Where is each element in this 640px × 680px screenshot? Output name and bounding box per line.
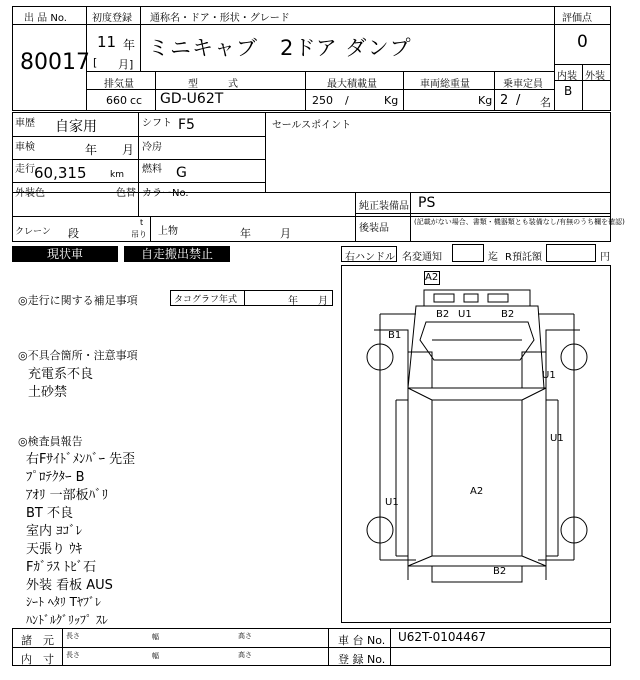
gross-unit: Kg (478, 94, 493, 107)
equipment-value: PS (418, 195, 436, 211)
fuel-value: G (176, 165, 187, 181)
crane-label: クレーン (15, 227, 51, 237)
shift-value: F5 (178, 117, 195, 133)
diagram-label: U1 (550, 433, 564, 444)
payload-label: 最大積載量 (327, 79, 377, 90)
inspector-item: ｱｵﾘ 一部板ﾊﾞﾘ (26, 488, 109, 503)
inspector-item: 室内 ﾖｺﾞﾚ (26, 524, 83, 539)
displacement-label: 排気量 (104, 79, 134, 90)
first-reg-month-open: [ (93, 56, 98, 69)
diagram-label: B2 (436, 309, 450, 320)
lot-number: 80017 (20, 50, 90, 75)
ext-color-label: 外装色 (15, 188, 45, 199)
capacity-unit: 名 (540, 96, 551, 109)
color-no-label: カラーNo. (142, 188, 189, 199)
recycle-label: R預託額 (505, 252, 542, 263)
inspector-item: 右Fｻｲﾄﾞﾒﾝﾊﾞｰ 先歪 (26, 452, 136, 467)
defect-item: 土砂禁 (28, 385, 68, 400)
payload-value: 250 (312, 94, 333, 107)
interior-grade: B (564, 84, 573, 98)
fuel-label: 燃料 (142, 164, 162, 175)
ac-label: 冷房 (142, 142, 162, 153)
length-label: 長さ (66, 632, 80, 640)
defect-item: 充電系不良 (28, 367, 94, 382)
capacity-value: 2 (500, 93, 509, 108)
diagram-label: U1 (458, 309, 472, 320)
tacho-month-unit: 月 (318, 296, 328, 307)
mileage-label: 走行 (15, 164, 35, 175)
crane-step-unit: 段 (68, 227, 79, 240)
aftermarket-label: 後装品 (359, 223, 389, 234)
current-car-badge: 現状車 (12, 246, 118, 262)
grade-label: 評価点 (562, 13, 592, 24)
no-self-drive-badge: 自走搬出禁止 (124, 246, 230, 262)
mileage-unit: km (110, 170, 124, 180)
first-reg-year: 11 (97, 33, 117, 51)
exterior-grade-label: 外装 (585, 71, 605, 82)
upper-month-unit: 月 (280, 227, 291, 240)
dims-label: 諸 元 (21, 634, 54, 647)
aftermarket-note: (記載がない場合、書類・機器類とも装備なし/有無のうち欄を確認) (414, 218, 625, 226)
diagram-label: B1 (388, 330, 402, 341)
diagram-label: B2 (501, 309, 515, 320)
inspection-label: 車検 (15, 142, 35, 153)
length-label-2: 長さ (66, 651, 80, 659)
width-label-2: 幅 (152, 652, 159, 660)
name-change-dash: 迄 (488, 252, 498, 263)
driving-notes-header: ◎走行に関する補足事項 (18, 294, 138, 307)
recycle-box (546, 244, 596, 262)
reg-label: 登 録 No. (338, 653, 386, 666)
inspector-item: BT 不良 (26, 506, 73, 521)
inspector-item: ﾌﾟﾛﾃｸﾀｰ B (26, 470, 85, 485)
crane-t-unit: t (140, 218, 144, 227)
height-label: 高さ (238, 632, 252, 640)
model-name: ミニキャブ 2ドア ダンプ (148, 36, 412, 60)
displacement-value: 660 (106, 94, 127, 107)
model-code: GD-U62T (160, 91, 224, 107)
mileage-value: 60,315 (34, 164, 87, 182)
grade-value: 0 (577, 32, 588, 52)
usage-value: 自家用 (55, 119, 97, 135)
vehicle-diagram-frame (341, 265, 611, 623)
lot-label: 出 品 No. (24, 13, 67, 24)
inspector-item: 天張り ｳｷ (26, 542, 83, 557)
capacity-sep: / (516, 93, 521, 108)
sales-point-label: セールスポイント (272, 120, 352, 131)
model-name-label: 通称名・ドア・形状・グレード (150, 13, 290, 24)
model-code-label: 型 式 (188, 79, 238, 90)
payload-sep: / (345, 94, 349, 107)
defect-header: ◎不具合箇所・注意事項 (18, 349, 138, 362)
name-change-box (452, 244, 484, 262)
interior-grade-label: 内装 (557, 71, 577, 82)
gross-weight-label: 車両総重量 (420, 79, 470, 90)
equipment-label: 純正装備品 (359, 201, 409, 212)
first-reg-label: 初度登録 (92, 13, 132, 24)
inspection-month-unit: 月 (122, 143, 135, 157)
inspector-header: ◎検査員報告 (18, 435, 83, 448)
first-reg-year-unit: 年 (123, 38, 136, 52)
payload-unit: Kg (384, 94, 399, 107)
displacement-unit: cc (130, 94, 143, 107)
upper-year-unit: 年 (240, 227, 251, 240)
diagram-label: A2 (425, 272, 439, 283)
diagram-label: U1 (385, 497, 399, 508)
capacity-label: 乗車定員 (503, 79, 543, 90)
interior-dims-label: 内 寸 (21, 653, 54, 666)
upper-label: 上物 (158, 226, 178, 237)
chassis-label: 車 台 No. (338, 634, 386, 647)
name-change-label: 名変通知 (402, 252, 442, 263)
diagram-label: U1 (542, 370, 556, 381)
width-label: 幅 (152, 633, 159, 641)
color-change-label: 色替 (116, 188, 136, 199)
usage-label: 車歴 (15, 118, 35, 129)
height-label-2: 高さ (238, 651, 252, 659)
yen-label: 円 (600, 252, 610, 263)
inspector-item: ﾊﾝﾄﾞﾙｸﾞﾘｯﾌﾟ ｽﾚ (26, 613, 108, 627)
diagram-label: A2 (470, 486, 484, 497)
tacho-label: タコグラフ年式 (174, 295, 238, 305)
inspection-year-unit: 年 (85, 143, 98, 157)
inspector-item: 外装 看板 AUS (26, 578, 113, 593)
inspector-item: Fｶﾞﾗｽ ﾄﾋﾞ石 (26, 560, 97, 575)
tacho-year-unit: 年 (288, 296, 298, 307)
rhd-label: 右ハンドル (345, 252, 395, 263)
diagram-label: B2 (493, 566, 507, 577)
shift-label: シフト (142, 118, 172, 129)
crane-hang-unit: 吊り (131, 230, 147, 239)
inspector-item: ｼｰﾄ ﾍﾀﾘ Tﾔﾌﾞﾚ (26, 595, 101, 609)
chassis-number: U62T-0104467 (398, 630, 487, 644)
first-reg-month-unit: 月] (118, 58, 134, 71)
